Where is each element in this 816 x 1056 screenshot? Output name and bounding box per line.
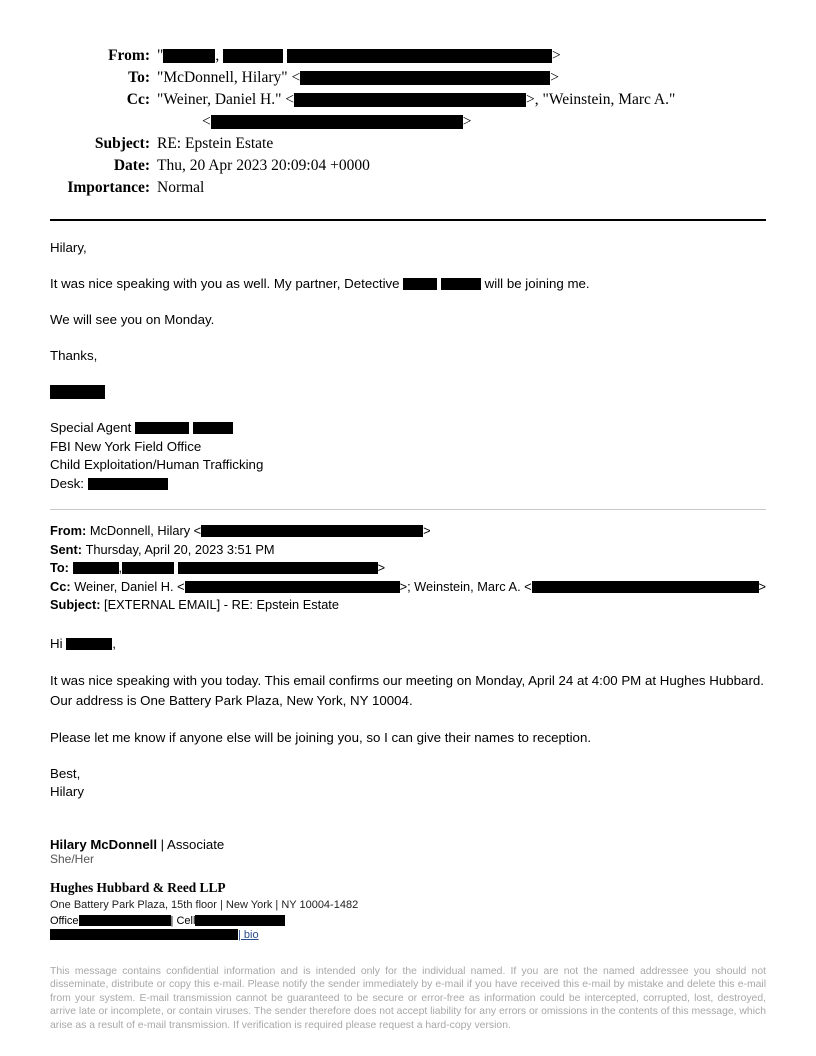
quoted-label-sent: Sent: xyxy=(50,541,82,557)
quoted-from-suffix: > xyxy=(423,523,431,538)
quoted-label-to: To: xyxy=(50,560,69,575)
redaction-bar xyxy=(294,93,526,107)
cc-prefix: "Weiner, Daniel H." < xyxy=(157,91,295,108)
signature-office-label: Office xyxy=(50,914,79,927)
quoted-cc-value-1: Weiner, Daniel H. < xyxy=(74,578,185,594)
signature-name-line xyxy=(50,837,766,852)
body-line1-pre: It was nice speaking with you as well. My partner, Detective xyxy=(50,276,404,291)
header-value-importance: Normal xyxy=(157,179,205,196)
quoted-label-subject: Subject: xyxy=(50,597,101,612)
body-closing: Thanks, xyxy=(50,348,98,363)
quoted-to-suffix: > xyxy=(377,560,386,575)
from-suffix: > xyxy=(551,47,561,64)
quoted-closing-1: Best, xyxy=(50,765,81,781)
quoted-greeting xyxy=(50,635,766,653)
quoted-message-body xyxy=(50,635,766,801)
message-body xyxy=(50,239,766,493)
redaction-bar xyxy=(73,562,119,574)
signature-email-line xyxy=(50,929,766,941)
redaction-bar xyxy=(66,638,112,650)
header-row-cc xyxy=(50,89,766,111)
redaction-bar xyxy=(50,385,105,399)
redaction-bar xyxy=(193,422,233,434)
from-prefix: " xyxy=(157,47,164,64)
body-signer-name-redacted xyxy=(50,383,766,401)
redaction-bar xyxy=(532,581,759,593)
redaction-bar xyxy=(201,525,423,537)
header-row-subject xyxy=(50,133,766,155)
redaction-bar xyxy=(135,422,189,434)
quoted-from-value: McDonnell, Hilary < xyxy=(89,523,202,538)
quoted-row-from xyxy=(50,522,766,541)
header-label-cc: Cc: xyxy=(126,91,150,108)
quoted-greeting-pre: Hi xyxy=(50,635,67,651)
quoted-message-divider xyxy=(50,509,766,510)
header-label-subject: Subject: xyxy=(94,135,150,152)
header-row-importance xyxy=(50,177,766,199)
header-value-from xyxy=(157,45,766,67)
spacer xyxy=(50,801,766,821)
confidentiality-disclaimer: This message contains confidential information and is intended only for the individual named. If you are not the named addressee you should not disseminate, distribute or copy this e-mail. Please notify the sender immediately by e-mail if you have received this e-mail by mistake and delete this e-mail from your system. E-mail transmission cannot be guaranteed to be secure or error-free as information could be intercepted, corrupted, lost, destroyed, arrive late or incomplete, or contain viruses. The sender therefore does not accept liability for any errors or omissions in the contents of this message, which arise as a result of e-mail transmission. If verification is required please request a hard-copy version. xyxy=(50,965,766,1031)
header-value-to xyxy=(157,67,766,89)
quoted-paragraph-1: It was nice speaking with you today. This email confirms our meeting on Monday, April 24 at 4:00 PM at Hughes Hubbard. Our address is One Battery Park Plaza, New York, NY 10004. xyxy=(50,672,764,708)
redaction-bar xyxy=(50,929,238,940)
quoted-to-sep: , xyxy=(118,560,123,575)
quoted-closing-2: Hilary xyxy=(50,783,84,799)
signature-name-separator: | xyxy=(157,836,168,852)
quoted-email-header xyxy=(50,522,766,615)
signature-cell-label: | Cell xyxy=(170,914,196,927)
header-value-cc-continued xyxy=(157,111,766,133)
redaction-bar xyxy=(88,478,168,490)
cc2-suffix: > xyxy=(462,113,472,130)
hilary-signature-block xyxy=(50,837,766,941)
signature-contact-line xyxy=(50,913,766,929)
signature-bio-link[interactable]: | bio xyxy=(238,928,259,941)
header-row-cc-continued xyxy=(50,111,766,133)
header-divider xyxy=(50,219,766,221)
redaction-bar xyxy=(300,71,550,85)
cc2-prefix: < xyxy=(202,113,211,130)
body-line1-post: will be joining me. xyxy=(480,276,590,291)
from-separator: , xyxy=(215,47,224,64)
redaction-bar xyxy=(79,915,171,926)
email-header xyxy=(50,45,766,199)
redaction-bar xyxy=(211,115,463,129)
quoted-closing xyxy=(50,765,766,801)
quoted-row-to xyxy=(50,559,766,578)
quoted-cc-value-2: >; Weinstein, Marc A. < xyxy=(399,578,532,594)
redaction-bar xyxy=(178,562,378,574)
redaction-bar xyxy=(185,581,400,593)
signature-name: Hilary McDonnell xyxy=(50,836,157,852)
redaction-bar xyxy=(287,49,552,63)
redaction-bar xyxy=(163,49,215,63)
quoted-greeting-post: , xyxy=(112,635,116,651)
signature-desk-label: Desk: xyxy=(50,475,88,491)
body-paragraph-2: We will see you on Monday. xyxy=(50,312,215,327)
quoted-cc-suffix: > xyxy=(758,578,766,594)
spacer xyxy=(50,821,766,835)
redaction-bar xyxy=(223,49,283,63)
header-label-from: From: xyxy=(108,47,150,64)
quoted-row-cc xyxy=(50,578,766,597)
body-paragraph-1 xyxy=(50,275,766,293)
signature-org: FBI New York Field Office xyxy=(50,438,202,454)
quoted-label-from: From: xyxy=(50,523,87,538)
signature-firm-name: Hughes Hubbard & Reed LLP xyxy=(50,879,226,895)
header-value-subject: RE: Epstein Estate xyxy=(157,135,274,152)
header-row-from xyxy=(50,45,766,67)
header-label-date: Date: xyxy=(113,157,150,174)
sender-signature xyxy=(50,419,766,493)
header-value-date: Thu, 20 Apr 2023 20:09:04 +0000 xyxy=(157,157,370,174)
header-label-to: To: xyxy=(128,69,150,86)
signature-role: Associate xyxy=(167,836,225,852)
quoted-label-cc: Cc: xyxy=(50,578,71,594)
signature-title-line xyxy=(50,419,766,438)
signature-unit: Child Exploitation/Human Trafficking xyxy=(50,457,264,472)
redaction-bar xyxy=(403,278,437,290)
redaction-bar xyxy=(195,915,285,926)
signature-address: One Battery Park Plaza, 15th floor | New York | NY 10004-1482 xyxy=(50,898,359,911)
quoted-sent-value: Thursday, April 20, 2023 3:51 PM xyxy=(85,541,275,557)
redaction-bar xyxy=(441,278,481,290)
signature-title-prefix: Special Agent xyxy=(50,420,136,435)
header-row-date xyxy=(50,155,766,177)
cc-suffix: >, "Weinstein, Marc A." xyxy=(526,91,676,108)
redaction-bar xyxy=(122,562,174,574)
signature-pronouns: She/Her xyxy=(50,851,95,866)
header-label-importance: Importance: xyxy=(67,179,150,196)
to-suffix: > xyxy=(550,69,559,86)
quoted-subject-value: [EXTERNAL EMAIL] - RE: Epstein Estate xyxy=(104,597,339,612)
quoted-row-sent xyxy=(50,541,766,560)
to-prefix: "McDonnell, Hilary" < xyxy=(157,69,301,86)
header-value-cc xyxy=(157,89,766,111)
body-greeting: Hilary, xyxy=(50,240,87,255)
quoted-row-subject xyxy=(50,596,766,615)
quoted-paragraph-2: Please let me know if anyone else will be joining you, so I can give their names to reception. xyxy=(50,729,592,745)
spacer xyxy=(50,615,766,635)
header-row-to xyxy=(50,67,766,89)
signature-desk-line xyxy=(50,475,766,494)
